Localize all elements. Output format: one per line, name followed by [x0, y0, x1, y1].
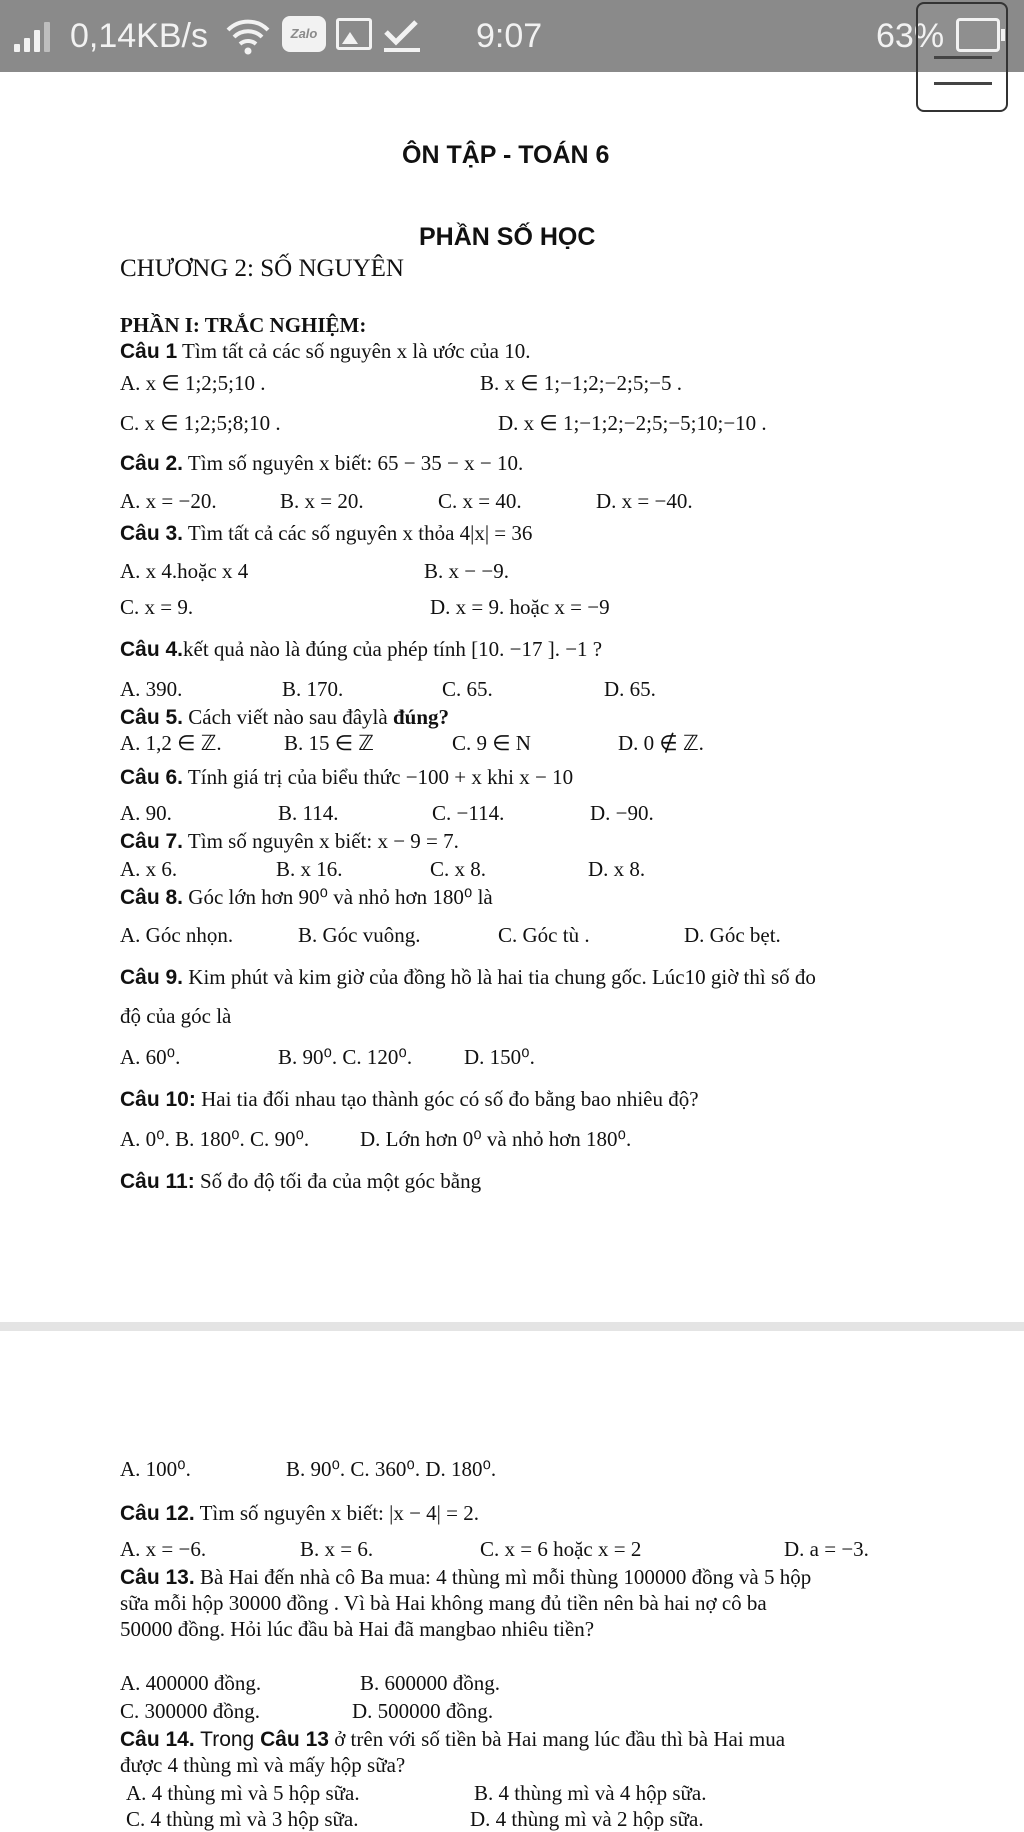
- q3-option-a: A. x 4.hoặc x 4: [120, 559, 249, 583]
- q7-option-c: C. x 8.: [430, 857, 487, 881]
- question-2: Câu 2. Tìm số nguyên x biết: 65 − 35 − x − 10.: [120, 451, 524, 475]
- q7-option-b: B. x 16.: [276, 857, 343, 881]
- question-13-line3: 50000 đồng. Hỏi lúc đầu bà Hai đã mangbao nhiêu tiền?: [120, 1617, 595, 1641]
- q12-option-b: B. x = 6.: [300, 1537, 374, 1561]
- page-separator: [0, 1322, 1024, 1331]
- status-bar: [0, 0, 1024, 72]
- q9-option-a: A. 60⁰.: [120, 1045, 181, 1069]
- q12-option-c: C. x = 6 hoặc x = 2: [480, 1537, 642, 1561]
- question-12: Câu 12. Tìm số nguyên x biết: |x − 4| = 2.: [120, 1501, 479, 1525]
- q5-option-b: B. 15 ∈ ℤ: [284, 731, 374, 755]
- q9-option-d: D. 150⁰.: [464, 1045, 535, 1069]
- question-14-line2: được 4 thùng mì và mấy hộp sữa?: [120, 1753, 406, 1777]
- battery-percentage: 63%: [876, 17, 945, 55]
- q7-option-a: A. x 6.: [120, 857, 178, 881]
- question-4: Câu 4.kết quả nào là đúng của phép tính [10. −17 ]. −1 ?: [120, 637, 603, 661]
- q2-option-b: B. x = 20.: [280, 489, 364, 513]
- q2-option-a: A. x = −20.: [120, 489, 217, 513]
- q7-option-d: D. x 8.: [588, 857, 646, 881]
- q5-option-d: D. 0 ∉ ℤ.: [618, 731, 704, 755]
- page-title: ÔN TẬP - TOÁN 6: [402, 141, 610, 169]
- q13-option-c: C. 300000 đồng.: [120, 1699, 261, 1723]
- q6-option-a: A. 90.: [120, 801, 172, 825]
- question-1: Câu 1 Tìm tất cả các số nguyên x là ước của 10.: [120, 339, 531, 363]
- question-11: Câu 11: Số đo độ tối đa của một góc bằng: [120, 1169, 482, 1193]
- q3-option-c: C. x = 9.: [120, 595, 194, 619]
- menu-button[interactable]: [916, 2, 1008, 112]
- q2-option-c: C. x = 40.: [438, 489, 522, 513]
- q1-option-d: D. x ∈ 1;−1;2;−2;5;−5;10;−10 .: [498, 411, 767, 435]
- q6-option-b: B. 114.: [278, 801, 339, 825]
- q1-option-b: B. x ∈ 1;−1;2;−2;5;−5 .: [480, 371, 683, 395]
- clock: 9:07: [476, 17, 543, 55]
- question-7: Câu 7. Tìm số nguyên x biết: x − 9 = 7.: [120, 829, 459, 853]
- q5-option-a: A. 1,2 ∈ ℤ.: [120, 731, 222, 755]
- q10-option-abc: A. 0⁰. B. 180⁰. C. 90⁰.: [120, 1127, 310, 1151]
- question-10: Câu 10: Hai tia đối nhau tạo thành góc có số đo bằng bao nhiêu độ?: [120, 1087, 699, 1111]
- menu-icon: [934, 56, 992, 59]
- question-14: Câu 14. Trong Câu 13 ở trên với số tiền bà Hai mang lúc đầu thì bà Hai mua: [120, 1727, 786, 1751]
- q13-option-a: A. 400000 đồng.: [120, 1671, 262, 1695]
- q3-option-b: B. x − −9.: [424, 559, 509, 583]
- chapter-title: CHƯƠNG 2: SỐ NGUYÊN: [120, 255, 404, 282]
- question-6: Câu 6. Tính giá trị của biểu thức −100 + x khi x − 10: [120, 765, 574, 789]
- q9-option-bc: B. 90⁰. C. 120⁰.: [278, 1045, 413, 1069]
- q10-option-d: D. Lớn hơn 0⁰ và nhỏ hơn 180⁰.: [360, 1127, 632, 1151]
- download-complete-icon: [382, 18, 422, 54]
- q2-option-d: D. x = −40.: [596, 489, 693, 513]
- q12-option-a: A. x = −6.: [120, 1537, 207, 1561]
- q4-option-b: B. 170.: [282, 677, 344, 701]
- question-13-line2: sữa mỗi hộp 30000 đồng . Vì bà Hai không mang đủ tiền nên bà hai nợ cô ba: [120, 1591, 767, 1615]
- q4-option-a: A. 390.: [120, 677, 183, 701]
- q1-option-a: A. x ∈ 1;2;5;10 .: [120, 371, 266, 395]
- q11-option-a: A. 100⁰.: [120, 1457, 191, 1481]
- q8-option-a: A. Góc nhọn.: [120, 923, 234, 947]
- part-title: PHẦN I: TRẮC NGHIỆM:: [120, 313, 367, 337]
- signal-icon: [14, 22, 54, 52]
- question-8: Câu 8. Góc lớn hơn 90⁰ và nhỏ hơn 180⁰ là: [120, 885, 493, 909]
- q14-option-c: C. 4 thùng mì và 3 hộp sữa.: [126, 1807, 359, 1831]
- q6-option-d: D. −90.: [590, 801, 654, 825]
- gallery-icon: [336, 18, 372, 50]
- q13-option-d: D. 500000 đồng.: [352, 1699, 494, 1723]
- question-13: Câu 13. Bà Hai đến nhà cô Ba mua: 4 thùng mì mỗi thùng 100000 đồng và 5 hộp: [120, 1565, 812, 1589]
- q12-option-d: D. a = −3.: [784, 1537, 869, 1561]
- q8-option-d: D. Góc bẹt.: [684, 923, 781, 947]
- q1-option-c: C. x ∈ 1;2;5;8;10 .: [120, 411, 281, 435]
- question-9-continued: độ của góc là: [120, 1004, 232, 1028]
- q8-option-b: B. Góc vuông.: [298, 923, 421, 947]
- q4-option-c: C. 65.: [442, 677, 493, 701]
- q14-option-a: A. 4 thùng mì và 5 hộp sữa.: [126, 1781, 360, 1805]
- zalo-icon: Zalo: [282, 16, 326, 52]
- question-5: Câu 5. Cách viết nào sau đâylà đúng?: [120, 705, 450, 729]
- network-speed: 0,14KB/s: [70, 17, 208, 55]
- q14-option-b: B. 4 thùng mì và 4 hộp sữa.: [474, 1781, 707, 1805]
- q6-option-c: C. −114.: [432, 801, 505, 825]
- q5-option-c: C. 9 ∈ N: [452, 731, 531, 755]
- q8-option-c: C. Góc tù .: [498, 923, 590, 947]
- q14-option-d: D. 4 thùng mì và 2 hộp sữa.: [470, 1807, 704, 1831]
- question-9: Câu 9. Kim phút và kim giờ của đồng hồ là hai tia chung gốc. Lúc10 giờ thì số đo: [120, 965, 816, 989]
- q13-option-b: B. 600000 đồng.: [360, 1671, 501, 1695]
- question-3: Câu 3. Tìm tất cả các số nguyên x thỏa 4|x| = 36: [120, 521, 533, 545]
- section-title: PHẦN SỐ HỌC: [419, 223, 596, 251]
- q4-option-d: D. 65.: [604, 677, 656, 701]
- q3-option-d: D. x = 9. hoặc x = −9: [430, 595, 610, 619]
- q11-option-bcd: B. 90⁰. C. 360⁰. D. 180⁰.: [286, 1457, 497, 1481]
- wifi-icon: [226, 16, 270, 56]
